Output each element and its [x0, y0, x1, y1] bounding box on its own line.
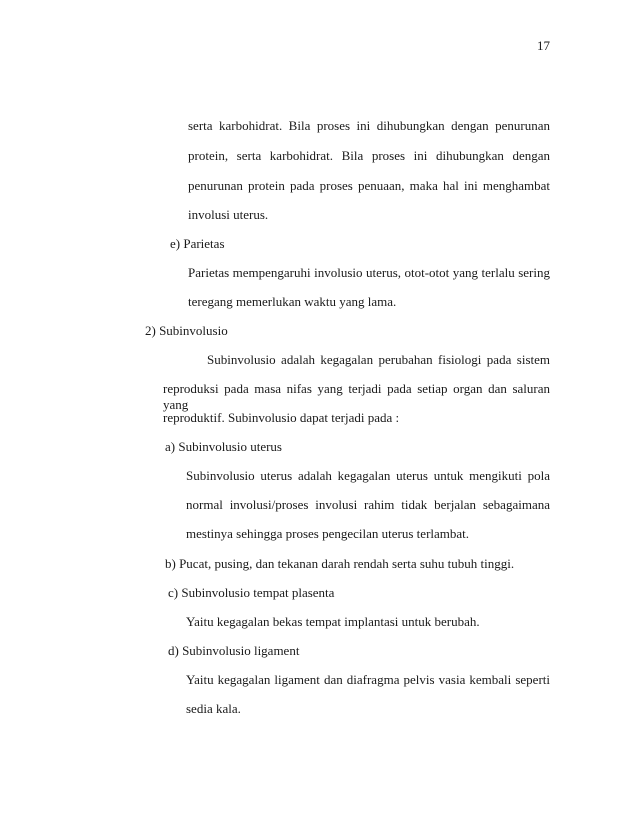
text-line: mestinya sehingga proses pengecilan uterus terlambat. — [186, 526, 470, 541]
list-item-label: c) Subinvolusio tempat plasenta — [168, 585, 335, 600]
text-line: penurunan protein pada proses penuaan, maka hal ini menghambat — [188, 178, 550, 193]
text-line: Yaitu kegagalan ligament dan diafragma pelvis vasia kembali seperti — [186, 672, 550, 687]
list-item-label: a) Subinvolusio uterus — [165, 439, 282, 454]
text-line: Subinvolusio uterus adalah kegagalan uterus untuk mengikuti pola — [186, 468, 550, 483]
text-line: involusi uterus. — [188, 207, 269, 222]
list-item-label: b) Pucat, pusing, dan tekanan darah rendah serta suhu tubuh tinggi. — [165, 556, 515, 571]
text-line: reproduksi pada masa nifas yang terjadi pada setiap organ dan saluran yang — [163, 381, 550, 412]
text-line: Parietas mempengaruhi involusio uterus, otot-otot yang terlalu sering — [188, 265, 550, 280]
text-line: Yaitu kegagalan bekas tempat implantasi untuk berubah. — [186, 614, 480, 629]
text-line: serta karbohidrat. Bila proses ini dihubungkan dengan penurunan — [188, 118, 550, 133]
text-line: sedia kala. — [186, 701, 241, 716]
list-item-label: d) Subinvolusio ligament — [168, 643, 300, 658]
section-heading: 2) Subinvolusio — [145, 323, 228, 338]
text-line: protein, serta karbohidrat. Bila proses ini dihubungkan dengan — [188, 148, 550, 163]
list-item-label: e) Parietas — [170, 236, 225, 251]
text-line: reproduktif. Subinvolusio dapat terjadi pada : — [163, 410, 400, 425]
text-line: teregang memerlukan waktu yang lama. — [188, 294, 397, 309]
text-line: Subinvolusio adalah kegagalan perubahan fisiologi pada sistem — [207, 352, 550, 367]
text-line: normal involusi/proses involusi rahim tidak berjalan sebagaimana — [186, 497, 550, 512]
page-number: 17 — [537, 38, 550, 53]
